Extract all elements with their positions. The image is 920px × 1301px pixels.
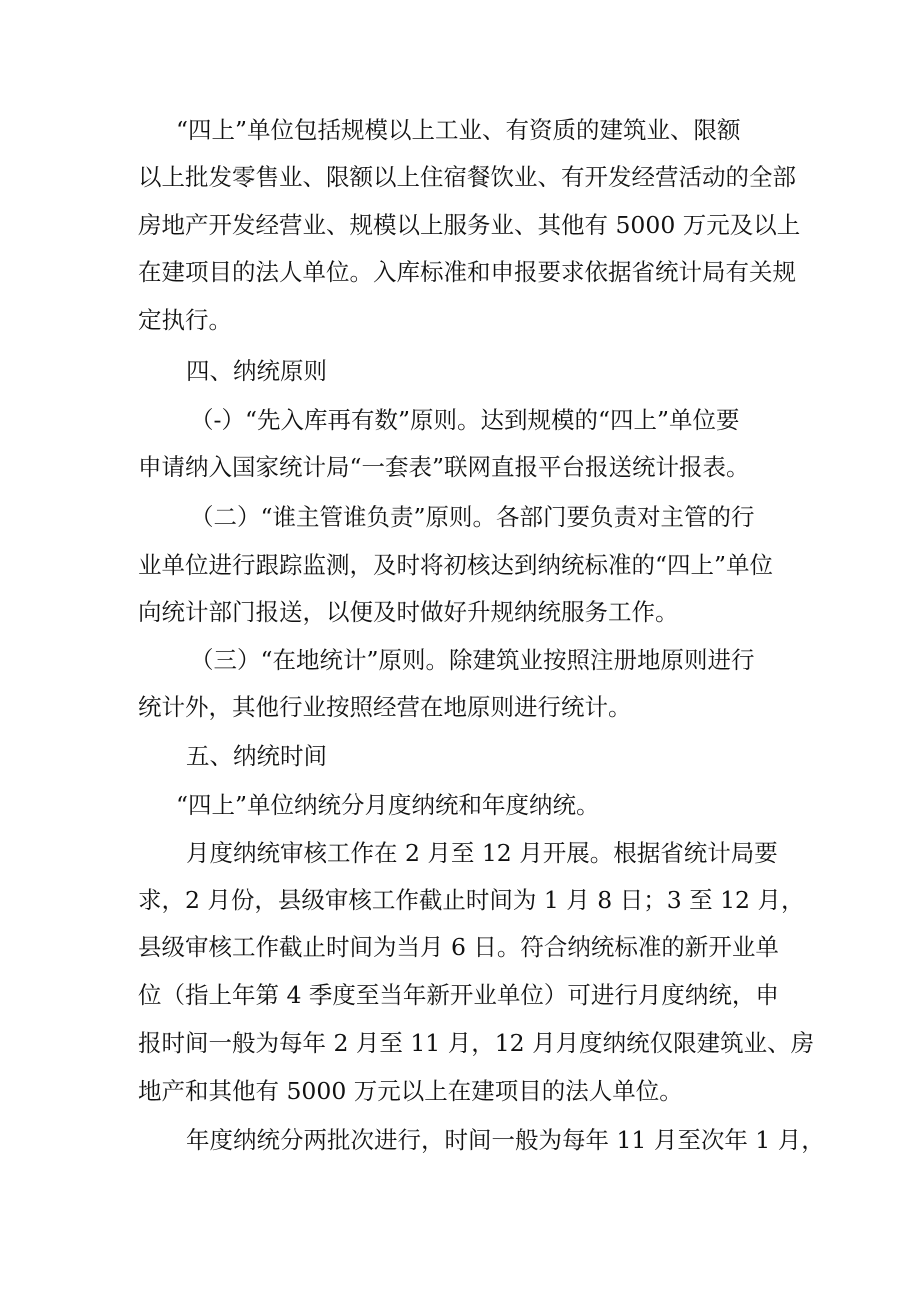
paragraph-line: 业单位进行跟踪监测，及时将初核达到纳统标准的“四上”单位 [138,551,774,579]
paragraph-line: 求，2 月份，县级审核工作截止时间为 1 月 8 日；3 至 12 月， [138,886,805,914]
paragraph-line: “四上”单位包括规模以上工业、有资质的建筑业、限额 [176,116,741,144]
paragraph-line: 县级审核工作截止时间为当月 6 日。符合纳统标准的新开业单 [138,933,779,961]
paragraph-line: 房地产开发经营业、规模以上服务业、其他有 5000 万元及以上 [138,211,801,239]
paragraph-line: 以上批发零售业、限额以上住宿餐饮业、有开发经营活动的全部 [138,163,796,191]
paragraph-line: 统计外，其他行业按照经营在地原则进行统计。 [138,693,632,721]
paragraph-line: 报时间一般为每年 2 月至 11 月，12 月月度纳统仅限建筑业、房 [138,1029,815,1057]
paragraph-line: 位（指上年第 4 季度至当年新开业单位）可进行月度纳统，申 [138,981,779,1009]
paragraph-line: 向统计部门报送，以便及时做好升规纳统服务工作。 [138,598,679,626]
paragraph-line: 定执行。 [138,306,232,334]
paragraph-line: （-）“先入库再有数”原则。达到规模的“四上”单位要 [190,406,740,434]
paragraph-line: （三）“在地统计”原则。除建筑业按照注册地原则进行 [190,646,755,674]
paragraph-line: 申请纳入国家统计局“一套表”联网直报平台报送统计报表。 [138,453,750,481]
paragraph-line: 地产和其他有 5000 万元以上在建项目的法人单位。 [138,1077,683,1105]
paragraph-line: 年度纳统分两批次进行，时间一般为每年 11 月至次年 1 月， [186,1126,825,1154]
paragraph-line: （二）“谁主管谁负责”原则。各部门要负责对主管的行 [190,503,755,531]
paragraph-line: 在建项目的法人单位。入库标准和申报要求依据省统计局有关规 [138,258,796,286]
section-heading: 五、纳统时间 [186,742,327,770]
paragraph-line: “四上”单位纳统分月度纳统和年度纳统。 [176,791,600,819]
section-heading: 四、纳统原则 [186,357,327,385]
paragraph-line: 月度纳统审核工作在 2 月至 12 月开展。根据省统计局要 [186,839,778,867]
